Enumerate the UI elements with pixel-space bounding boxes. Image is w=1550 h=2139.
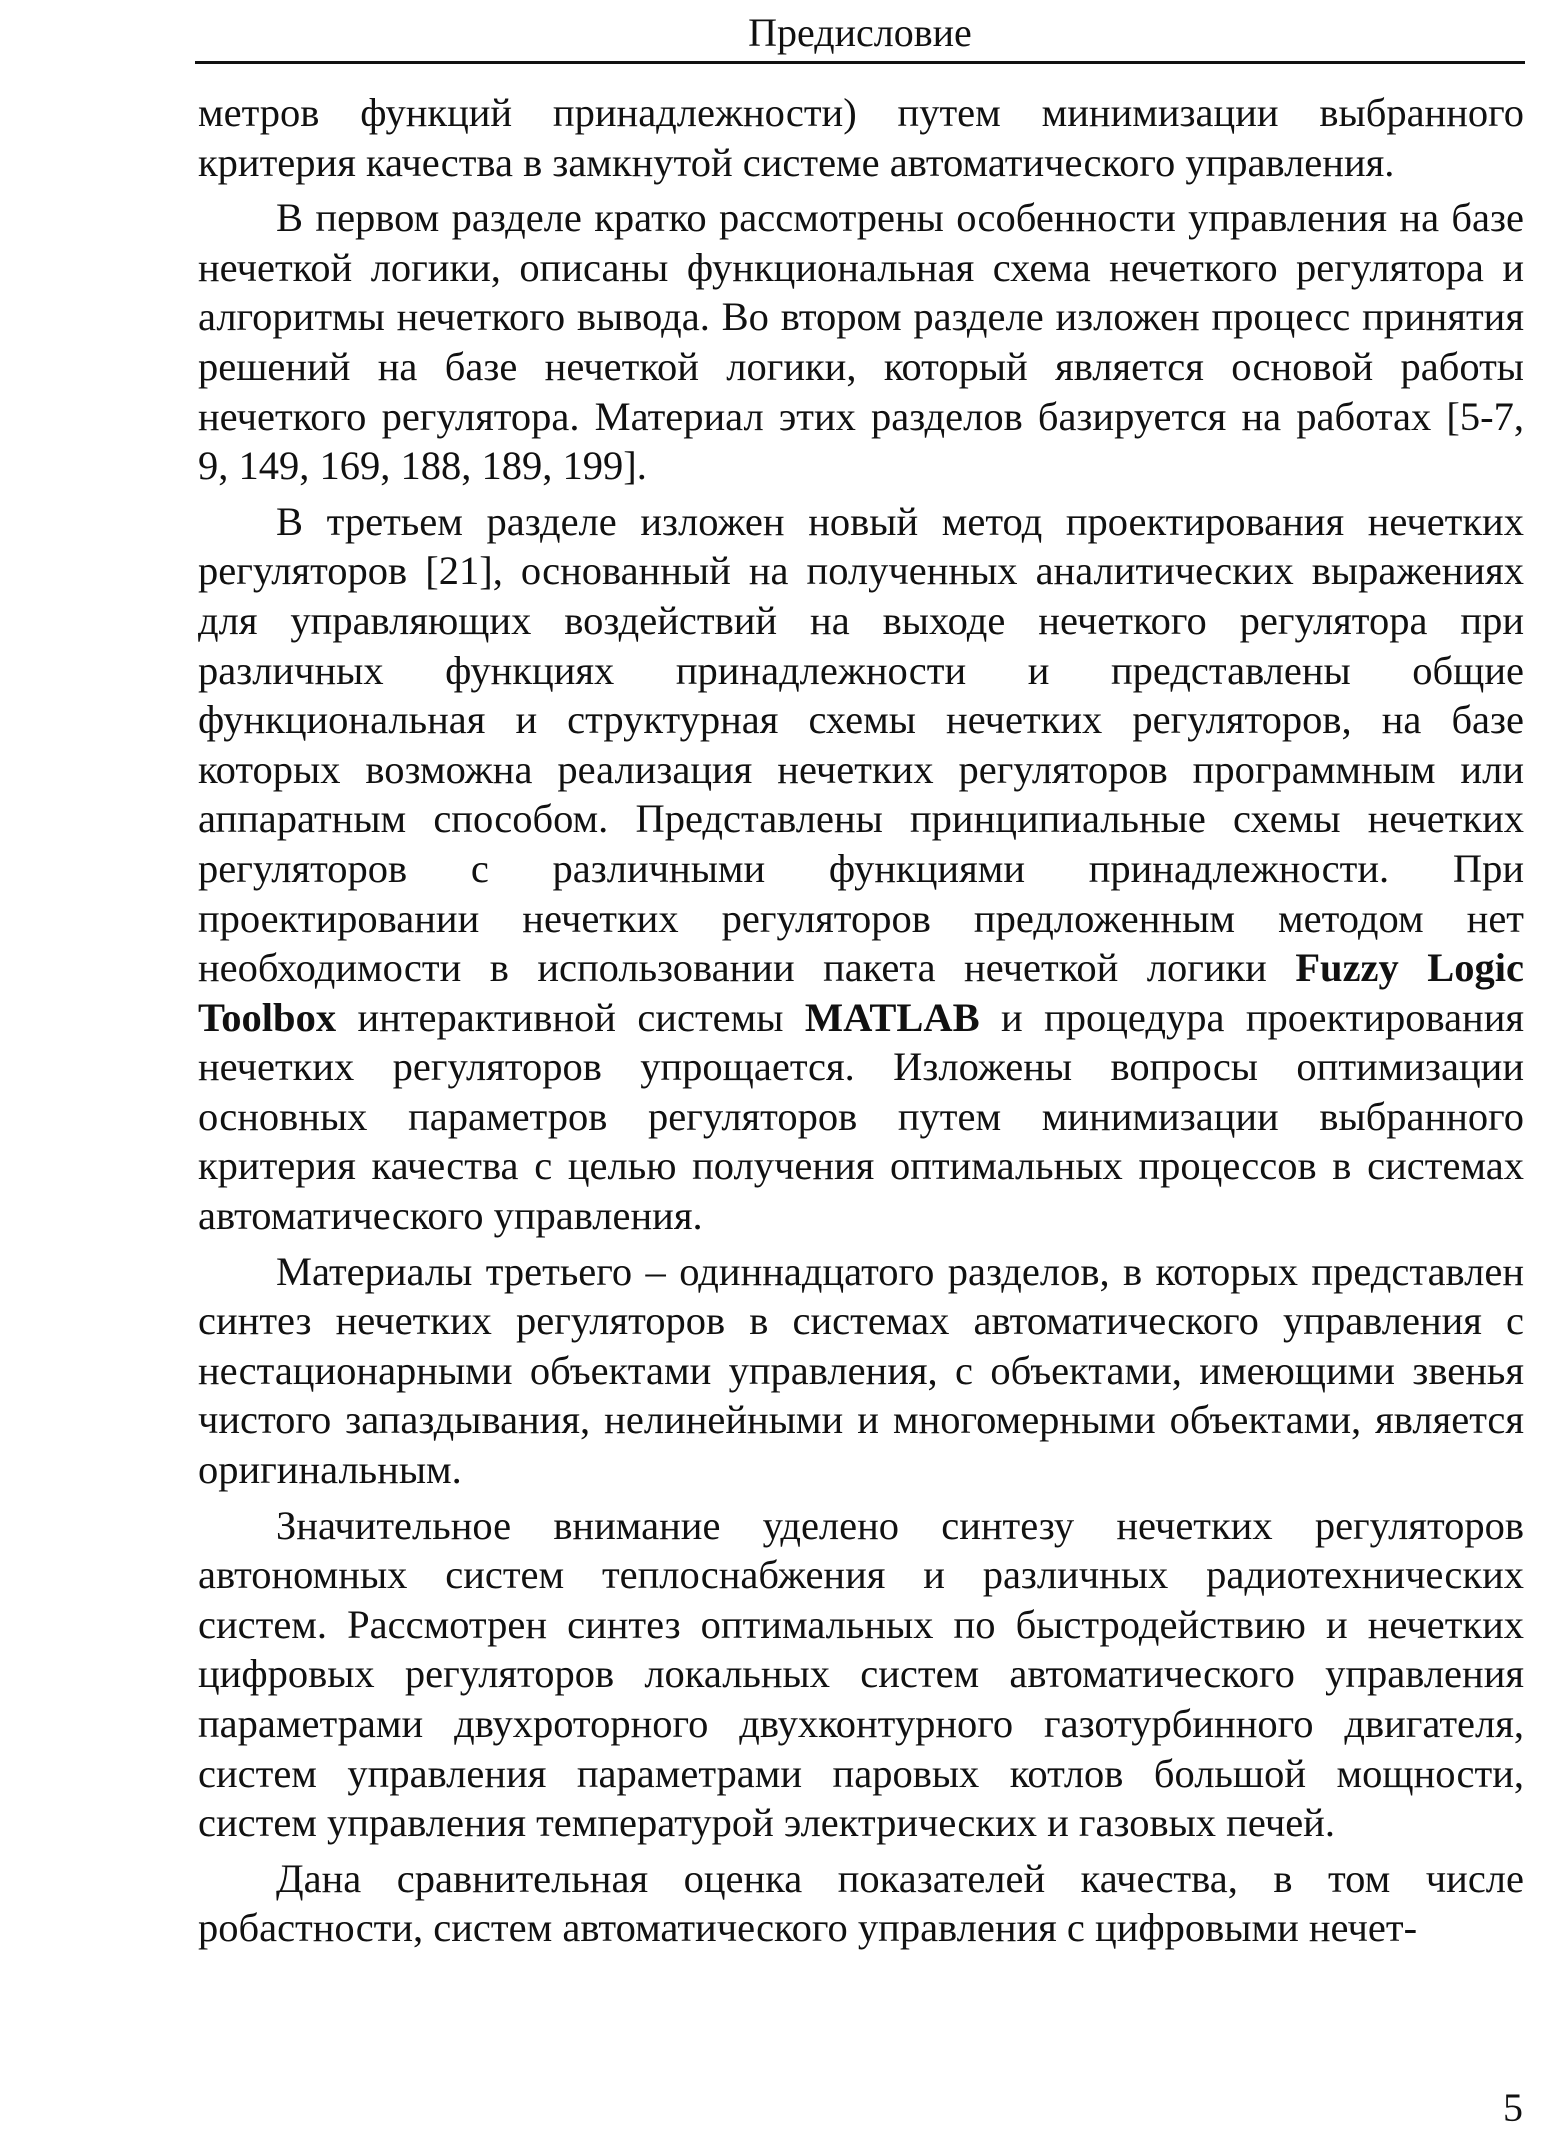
paragraph-continuation: метров функций принадлежности) путем минимизации выбранного критерия качества в замкнутой системе автоматического управления. (198, 90, 1524, 185)
body-text (198, 88, 1524, 1953)
paragraph-third-text-3: и процедура проектирования нечетких регуляторов упрощается. Изложены вопросы оптимизации основных параметров регуляторов путем минимизации выбранного критерия качества с целью получения оптимальных процессов в системах автоматического управления. (198, 994, 1525, 1239)
header-rule (195, 61, 1525, 64)
paragraph-sections-overview: В первом разделе кратко рассмотрены особенности управления на базе нечеткой логики, описаны функциональная схема нечеткого регулятора и алгоритмы нечеткого вывода. Во втором разделе изложен процесс принятия решений на базе нечеткой логики, который является основой работы нечеткого регулятора. Материал этих разделов базируется на работах [5-7, 9, 149, 169, 188, 189, 199]. (198, 195, 1524, 489)
paragraph-sections-3-11: Материалы третьего – одиннадцатого разделов, в которых представлен синтез нечетких регуляторов в системах автоматического управления с нестационарными объектами управления, с объектами, имеющими звенья чистого запаздывания, нелинейными и многомерными объектами, является оригинальным. (198, 1248, 1524, 1493)
page-number: 5 (1503, 2085, 1523, 2130)
paragraph-comparison: Дана сравнительная оценка показателей качества, в том числе робастности, систем автоматического управления с цифровыми нечет- (198, 1855, 1524, 1951)
paragraph-heat-supply: Значительное внимание уделено синтезу нечетких регуляторов автономных систем теплоснабжения и различных радиотехнических систем. Рассмотрен синтез оптимальных по быстродействию и нечетких цифровых регуляторов локальных систем автоматического управления параметрами двухроторного двухконтурного газотурбинного двигателя, систем управления параметрами паровых котлов большой мощности, систем управления температурой электрических и газовых печей. (198, 1502, 1524, 1846)
running-head-title: Предисловие (748, 10, 972, 55)
paragraph-third-text-1: В третьем разделе изложен новый метод проектирования нечетких регуляторов [21], основанный на полученных аналитических выражениях для управляющих воздействий на выходе нечеткого регулятора при различных функциях принадлежности и представлены общие функциональная и структурная схемы нечетких регуляторов, на базе которых возможна реализация нечетких регуляторов программным или аппаратным способом. Представлены принципиальные схемы нечетких регуляторов с различными функциями принадлежности. При проектировании нечетких регуляторов предложенным методом нет необходимости в использовании пакета нечеткой логики (198, 498, 1524, 991)
matlab-term: MATLAB (804, 994, 980, 1040)
paragraph-third-section (198, 497, 1524, 1241)
fuzzy-logic-toolbox-term: Fuzzy Logic Toolbox (198, 945, 1524, 1040)
paragraph-third-text-2: интерактивной системы (357, 994, 784, 1040)
